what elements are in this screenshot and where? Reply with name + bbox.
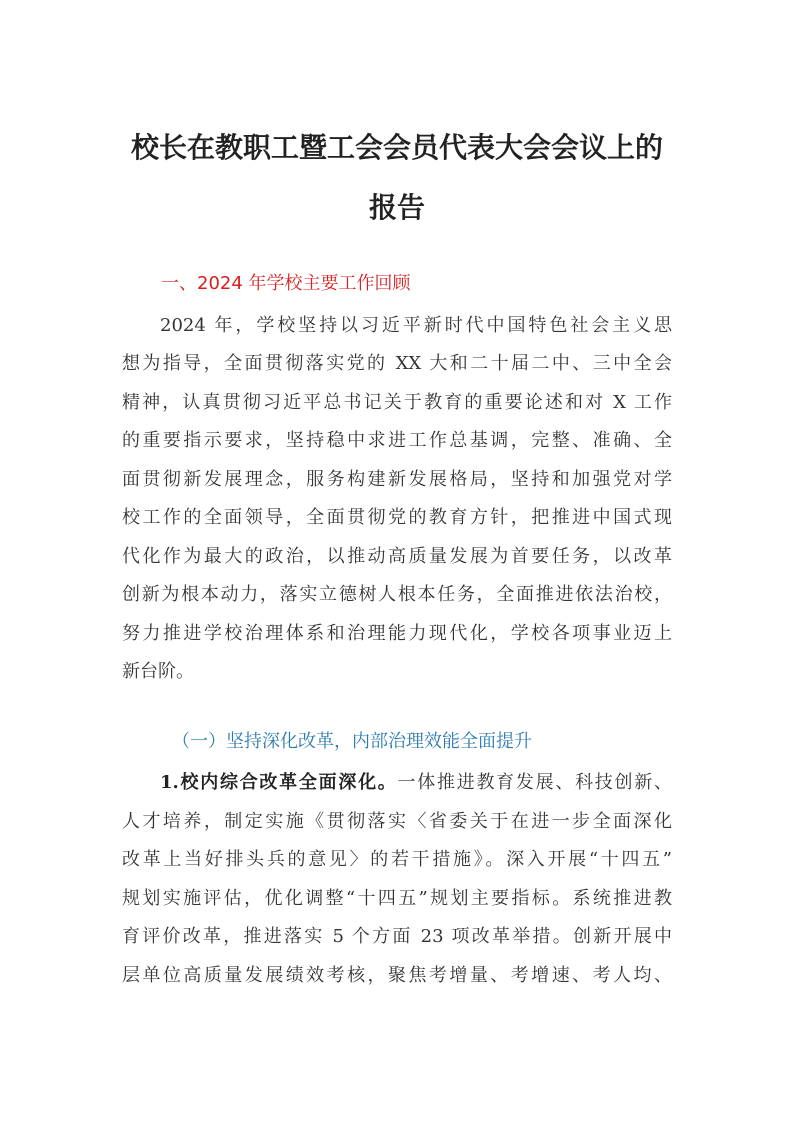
section-heading-work-review: 一、2024 年学校主要工作回顾 — [161, 273, 411, 294]
paragraph-line: 的重要指示要求，坚持稳中求进工作总基调，完整、准确、全 — [122, 430, 672, 451]
subsection-heading-reform: （一）坚持深化改革，内部治理效能全面提升 — [172, 731, 532, 752]
document-title-line-2: 报告 — [368, 191, 425, 224]
paragraph-line: 努力推进学校治理体系和治理能力现代化，学校各项事业迈上 — [122, 623, 672, 644]
paragraph-line: 改革上当好排头兵的意见〉的若干措施》。深入开展“十四五” — [122, 849, 672, 870]
paragraph-line: 人才培养，制定实施《贯彻落实〈省委关于在进一步全面深化 — [122, 811, 672, 832]
paragraph-line-with-lead — [160, 769, 672, 797]
paragraph-line: 2024 年，学校坚持以习近平新时代中国特色社会主义思 — [160, 315, 672, 336]
paragraph-lead-bold: 1.校内综合改革全面深化。 — [160, 772, 398, 793]
document-title-line-1: 校长在教职工暨工会会员代表大会会议上的 — [130, 131, 663, 164]
paragraph-line: 精神，认真贯彻习近平总书记关于教育的重要论述和对 X 工作 — [122, 392, 672, 413]
paragraph-line: 校工作的全面领导，全面贯彻党的教育方针，把推进中国式现 — [122, 507, 672, 528]
paragraph-line: 面贯彻新发展理念，服务构建新发展格局，坚持和加强党对学 — [122, 469, 672, 490]
paragraph-line: 创新为根本动力，落实立德树人根本任务，全面推进依法治校， — [122, 584, 672, 605]
paragraph-line: 层单位高质量发展绩效考核，聚焦考增量、考增速、考人均、 — [122, 965, 672, 986]
paragraph-line: 新台阶。 — [122, 661, 194, 682]
paragraph-line: 代化作为最大的政治，以推动高质量发展为首要任务，以改革 — [122, 546, 672, 567]
paragraph-line: 育评价改革，推进落实 5 个方面 23 项改革举措。创新开展中 — [122, 926, 672, 947]
paragraph-line: 想为指导，全面贯彻落实党的 XX 大和二十届二中、三中全会 — [122, 353, 672, 374]
paragraph-line-rest: 一体推进教育发展、科技创新、 — [397, 772, 672, 793]
paragraph-line: 规划实施评估，优化调整“十四五”规划主要指标。系统推进教 — [122, 888, 672, 909]
